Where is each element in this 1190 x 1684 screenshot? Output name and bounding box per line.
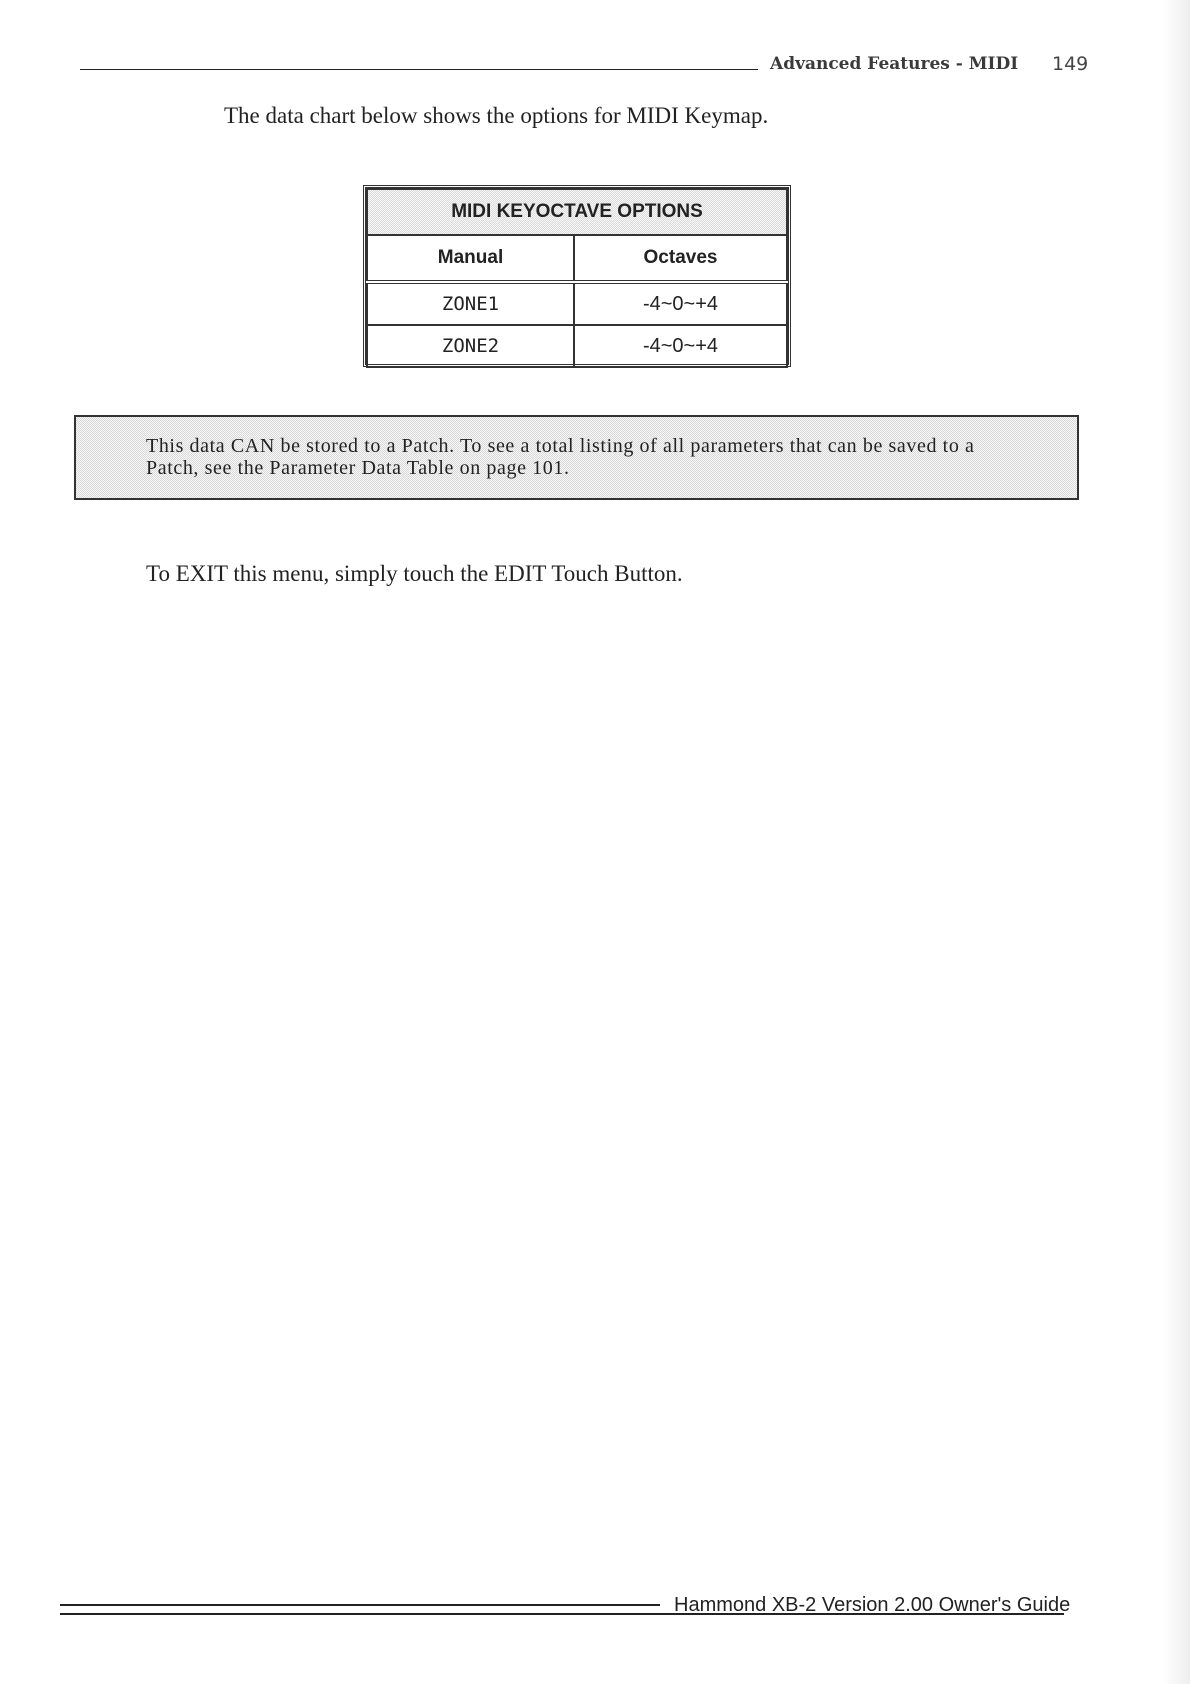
- table-header-row: [367, 235, 787, 282]
- table-row: [367, 282, 787, 325]
- cell-manual: ZONE1: [367, 282, 574, 325]
- table-title: MIDI KEYOCTAVE OPTIONS: [367, 189, 787, 235]
- patch-note-text: This data CAN be stored to a Patch. To see a total listing of all parameters that can be saved to a Patch, see the Parameter Data Table on page 101.: [146, 435, 975, 479]
- page-edge-shadow: [1162, 0, 1190, 1684]
- intro-paragraph: The data chart below shows the options for MIDI Keymap.: [224, 103, 769, 128]
- options-table-grid: [366, 188, 788, 368]
- table-title-row: [367, 189, 787, 235]
- footer-rule-upper: [60, 1604, 660, 1606]
- exit-instruction: To EXIT this menu, simply touch the EDIT Touch Button.: [146, 561, 683, 586]
- table-row: [367, 325, 787, 367]
- cell-octaves: -4~0~+4: [574, 325, 787, 367]
- header-rule: [80, 69, 758, 70]
- section-title: Advanced Features - MIDI: [770, 54, 1019, 74]
- column-header-octaves: Octaves: [574, 235, 787, 282]
- cell-manual: ZONE2: [367, 325, 574, 367]
- cell-octaves: -4~0~+4: [574, 282, 787, 325]
- column-header-manual: Manual: [367, 235, 574, 282]
- page-number: 149: [1052, 53, 1089, 75]
- options-table: [363, 185, 791, 367]
- patch-note-box: [74, 415, 1079, 500]
- footer-guide-title: Hammond XB-2 Version 2.00 Owner's Guide: [674, 1594, 1071, 1616]
